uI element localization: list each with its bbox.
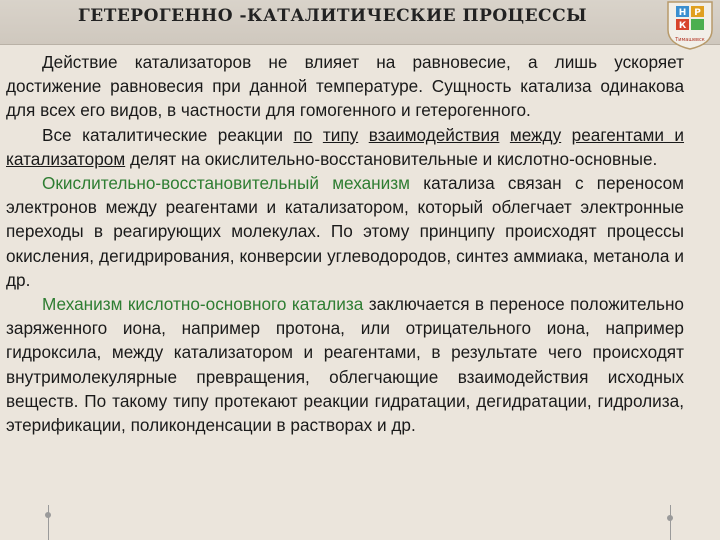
paragraph-2 — [6, 123, 684, 171]
paragraph-4-rest: заключается в переносе положительно заряженного иона, например протона, или отрицательного иона, например гидроксила, между катализатором и реагентами, в результате чего происходят внутримолекулярные превращения, облегчающие взаимодействия исходных веществ. По такому типу протекают реакции гидратации, дегидратации, гидролиза, этерификации, поликонденсации в растворах и др. — [6, 294, 684, 436]
underlined-word-4: между — [509, 124, 562, 145]
logo-letter-3: К — [678, 21, 687, 31]
acid-base-mechanism-highlight: Механизм кислотно-основного катализа — [42, 294, 364, 315]
paragraph-2-lead: Все каталитические реакции — [42, 124, 294, 145]
slide-title: ГЕТЕРОГЕННО -КАТАЛИТИЧЕСКИЕ ПРОЦЕССЫ — [78, 6, 588, 26]
paragraph-4 — [6, 292, 684, 437]
paragraph-3 — [6, 171, 684, 292]
redox-mechanism-highlight: Окислительно-восстановительный механизм — [42, 173, 410, 194]
decor-dot-left — [45, 512, 51, 518]
college-logo-icon — [664, 0, 716, 50]
underlined-phrase: реагентами и катализатором — [6, 124, 685, 169]
paragraph-3-rest: катализа связан с переносом электронов между реагентами и катализатором, который облегчает электронные переходы в реагирующих молекулах. По этому принципу происходят процессы окисления, дегидрирования, конверсии углеводородов, синтез аммиака, метанола и др. — [6, 173, 685, 290]
decor-line-right — [670, 505, 671, 540]
space-2 — [358, 125, 368, 145]
paragraph-2-rest: делят на окислительно-восстановительные и кислотно-основные. — [125, 148, 658, 169]
space-1 — [312, 125, 322, 145]
space-4 — [561, 125, 571, 145]
logo-caption: Тимашевск — [675, 37, 705, 43]
underlined-word-2: типу — [322, 124, 359, 145]
decor-dot-right — [667, 515, 673, 521]
paragraph-1-text: Действие катализаторов не влияет на равновесие, а лишь ускоряет достижение равновесия при данной температуре. Сущность катализа одинакова для всех его видов, в частности для гомогенного и гетерогенного. — [6, 52, 684, 121]
decor-line-left — [48, 505, 49, 540]
logo-letter-2: Р — [694, 8, 701, 18]
paragraph-1 — [6, 50, 684, 123]
space-3 — [499, 125, 509, 145]
slide-body — [6, 50, 684, 437]
underlined-word-3: взаимодействия — [368, 124, 500, 145]
logo-letter-1: Н — [678, 8, 687, 18]
underlined-word-1: по — [293, 124, 313, 145]
slide-header — [0, 0, 720, 45]
